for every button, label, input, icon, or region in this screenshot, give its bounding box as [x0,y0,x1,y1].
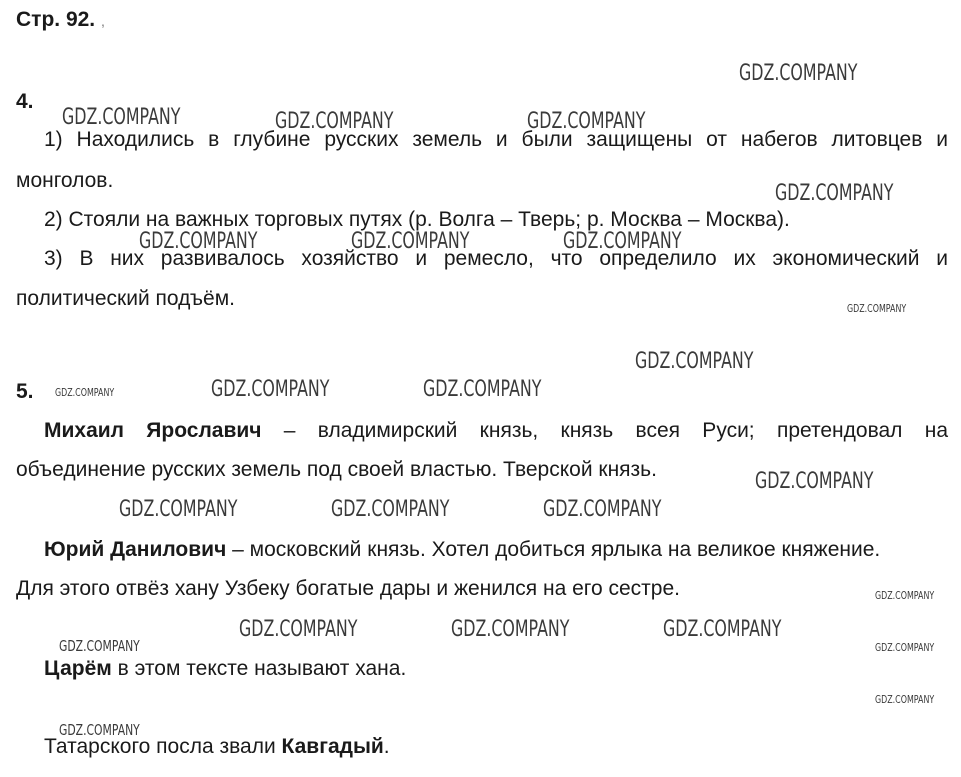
term-tsar: Царём [44,657,112,680]
watermark: GDZ.COMPANY [755,469,874,494]
watermark: GDZ.COMPANY [527,109,646,134]
watermark: GDZ.COMPANY [351,229,470,254]
page-title-text: Стр. 92. [16,8,96,31]
q4-line-1: 1) Находились в глубине русских земель и были защищены от набегов литовцев и [44,128,948,151]
watermark: GDZ.COMPANY [875,589,935,602]
watermark: GDZ.COMPANY [211,377,330,402]
watermark: GDZ.COMPANY [663,617,782,642]
watermark: GDZ.COMPANY [119,497,238,522]
watermark: GDZ.COMPANY [543,497,662,522]
watermark: GDZ.COMPANY [875,693,935,706]
watermark: GDZ.COMPANY [331,497,450,522]
q5-p4-post: . [383,735,390,758]
watermark: GDZ.COMPANY [423,377,542,402]
q5-paragraph-1-line-2: объединение русских земель под своей властью. Тверской князь. [16,458,657,481]
question-4-number: 4. [16,90,34,113]
term-yuri: Юрий Данилович [44,538,227,561]
q4-line-5: политический подъём. [16,287,235,310]
watermark: GDZ.COMPANY [847,302,907,315]
watermark: GDZ.COMPANY [635,349,754,374]
q5-p3-rest: в этом тексте называют хана. [111,657,407,680]
watermark: GDZ.COMPANY [55,386,115,399]
watermark: GDZ.COMPANY [775,181,894,206]
watermark: GDZ.COMPANY [875,641,935,654]
page-title-mark: , [100,13,105,29]
page-title [16,8,105,33]
watermark: GDZ.COMPANY [59,721,140,739]
watermark: GDZ.COMPANY [62,105,181,130]
q5-paragraph-3 [16,657,406,681]
watermark: GDZ.COMPANY [739,61,858,86]
watermark: GDZ.COMPANY [451,617,570,642]
q5-paragraph-2-line-2: Для этого отвёз хану Узбеку богатые дары и женился на его сестре. [16,577,680,600]
watermark: GDZ.COMPANY [239,617,358,642]
q5-paragraph-2-line-1 [16,538,880,562]
watermark: GDZ.COMPANY [139,229,258,254]
q4-line-2: монголов. [16,169,114,192]
q5-p2-rest: – московский князь. Хотел добиться ярлыка на великое княжение. [226,538,881,561]
q4-line-3: 2) Стояли на важных торговых путях (р. Волга – Тверь; р. Москва – Москва). [44,208,790,231]
term-kavgady: Кавгадый [281,735,384,758]
q4-line-4: 3) В них развивалось хозяйство и ремесло, что определило их экономический и [44,247,948,270]
term-mikhail: Михаил Ярославич [44,419,262,442]
q5-p1-rest: – владимирский князь, князь всея Руси; претендовал на [261,419,948,442]
watermark: GDZ.COMPANY [563,229,682,254]
q5-p4-pre: Татарского посла звали [44,735,282,758]
question-5-number: 5. [16,380,34,403]
q5-paragraph-1-line-1 [16,419,948,443]
watermark: GDZ.COMPANY [59,637,140,655]
watermark: GDZ.COMPANY [275,109,394,134]
